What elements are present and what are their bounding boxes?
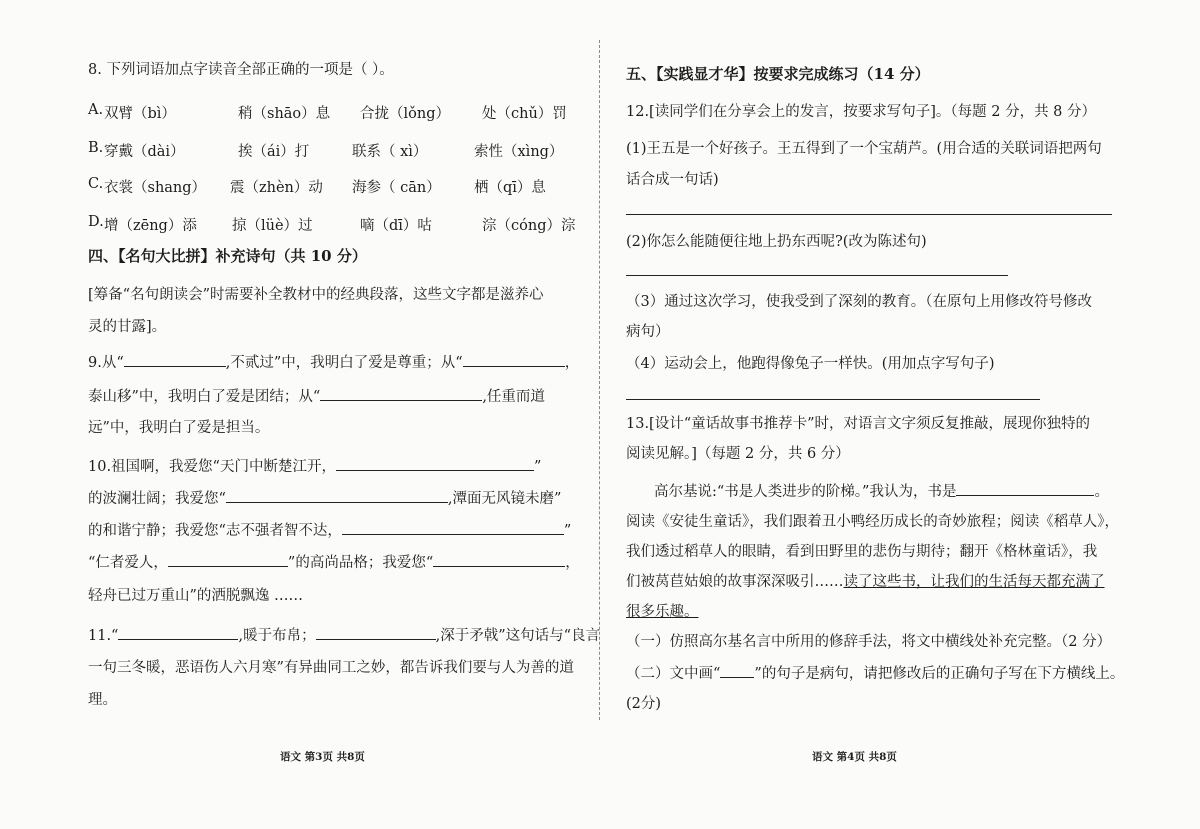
q10-line2 — [88, 488, 561, 509]
q12-part4: （4）运动会上，他跑得像兔子一样快。(用加点字写句子) — [626, 356, 995, 372]
q9-blank-2[interactable] — [463, 352, 565, 367]
q11-text: ,暖于布帛； — [238, 628, 316, 644]
q13-stem-line1: 13.[设计“童话故事书推荐卡”时，对语言文字须反复推敲，展现你独特的 — [626, 416, 1091, 432]
q10-blank-3[interactable] — [342, 520, 564, 535]
q11-blank-1[interactable] — [118, 625, 238, 640]
q9-blank-1[interactable] — [124, 352, 226, 367]
q9-text: ,不贰过”中，我明白了爱是尊重；从“ — [225, 355, 463, 371]
q11-text: 11.“ — [88, 628, 119, 644]
q13-sub2-text: ”的句子是病句，请把修改后的正确句子写在下方横线上。 — [754, 666, 1125, 682]
q13-sub2-score: (2分) — [626, 696, 662, 712]
q13-sub2-text: （二）文中画“ — [626, 666, 721, 682]
q12-part1-line2: 话合成一句话) — [626, 172, 719, 188]
card-line3: 我们透过稻草人的眼睛，看到田野里的悲伤与期待；翻开《格林童话》，我 — [626, 544, 1098, 560]
q10-text: ， — [565, 555, 580, 571]
card-text: 。 — [1094, 484, 1109, 500]
option-word: 合拢（lǒng） — [360, 106, 450, 122]
option-word: 衣裳（shang） — [104, 180, 207, 196]
underline-sample — [720, 663, 754, 678]
q9-text: 9.从“ — [88, 355, 124, 371]
option-label: B. — [88, 140, 104, 156]
q9-text: ,任重而道 — [482, 389, 545, 405]
q10-blank-1[interactable] — [336, 456, 534, 471]
option-word: 掠（lüè）过 — [232, 218, 313, 234]
option-word: 栖（qī）息 — [474, 180, 546, 196]
option-word: 联系（ xì） — [352, 144, 428, 160]
card-text: 们被莴苣姑娘的故事深深吸引…… — [626, 574, 844, 590]
section-5-title: 五、【实践显才华】按要求完成练习（14 分） — [626, 65, 930, 83]
option-word: 嘀（dī）咕 — [360, 218, 432, 234]
q10-blank-4[interactable] — [168, 552, 288, 567]
q11-line3: 理。 — [88, 692, 117, 708]
page-footer: 语文 第3页 共8页 — [280, 751, 365, 763]
q10-text: 的和谐宁静；我爱您“志不强者智不达， — [88, 523, 342, 539]
q9-line1 — [88, 352, 579, 373]
option-word: 震（zhèn）动 — [230, 180, 323, 196]
option-word: 增（zēng）添 — [104, 218, 197, 234]
card-line4 — [626, 572, 1105, 592]
q9-line2 — [88, 386, 545, 407]
q10-blank-5[interactable] — [433, 552, 565, 567]
card-text: 高尔基说:“书是人类进步的阶梯。”我认为，书是 — [654, 484, 957, 500]
q12-answer-line-4[interactable] — [626, 399, 1040, 400]
option-label: A. — [88, 102, 104, 118]
option-word: 海参（ cān） — [352, 180, 441, 196]
q10-text: 10.祖国啊，我爱您“天门中断楚江开， — [88, 459, 336, 475]
option-word: 处（chǔ）罚 — [482, 106, 567, 122]
q11-line2: 一句三冬暖，恶语伤人六月寒”有异曲同工之妙，都告诉我们要与人为善的道 — [88, 660, 574, 676]
q10-text: ,潭面无风镜未磨” — [447, 491, 562, 507]
card-blank[interactable] — [956, 481, 1094, 496]
q11-text: ,深于矛戟”这句话与“良言 — [435, 628, 601, 644]
q9-blank-3[interactable] — [320, 386, 482, 401]
q12-answer-line-1[interactable] — [626, 214, 1112, 215]
q10-line3 — [88, 520, 571, 541]
q8-stem: 8. 下列词语加点字读音全部正确的一项是（ ）。 — [88, 62, 394, 78]
q9-text: ， — [564, 355, 580, 371]
q11-line1 — [88, 625, 600, 646]
q12-part3-line1: （3）通过这次学习，使我受到了深刻的教育。（在原句上用修改符号修改 — [626, 294, 1092, 310]
q12-answer-line-2[interactable] — [626, 275, 1008, 276]
option-word: 挨（ái）打 — [238, 144, 310, 160]
q9-text: 泰山移”中，我明白了爱是团结；从“ — [88, 389, 321, 405]
q12-part1-line1: (1)王五是一个好孩子。王五得到了一个宝葫芦。(用合适的关联词语把两句 — [626, 141, 1102, 157]
option-label: D. — [88, 214, 104, 230]
q13-sub2 — [626, 663, 1124, 684]
q12-part2: (2)你怎么能随便往地上扔东西呢?(改为陈述句) — [626, 234, 927, 250]
q11-blank-2[interactable] — [316, 625, 436, 640]
option-word: 穿戴（dài） — [104, 144, 185, 160]
q13-sub1: （一）仿照高尔基名言中所用的修辞手法，将文中横线处补充完整。（2 分） — [626, 634, 1112, 650]
q10-blank-2[interactable] — [226, 488, 448, 503]
underlined-sentence: 读了这些书，让我们的生活每天都充满了 — [843, 574, 1105, 590]
q10-line5: 轻舟已过万重山”的洒脱飘逸 …… — [88, 588, 304, 604]
card-line5-underlined: 很多乐趣。 — [626, 604, 699, 620]
section-4-title: 四、【名句大比拼】补充诗句（共 10 分） — [88, 247, 367, 265]
section-4-intro-line2: 灵的甘露]。 — [88, 319, 167, 335]
option-word: 双臂（bì） — [104, 106, 176, 122]
section-4-intro-line1: [筹备“名句朗读会”时需要补全教材中的经典段落，这些文字都是滋养心 — [88, 287, 544, 303]
q10-text: ” — [563, 523, 572, 539]
page-footer: 语文 第4页 共8页 — [812, 751, 897, 763]
q10-line1 — [88, 456, 541, 477]
q12-part3-line2: 病句） — [626, 324, 670, 340]
q10-text: 的波澜壮阔；我爱您“ — [88, 491, 226, 507]
q10-text: ”的高尚品格；我爱您“ — [287, 555, 434, 571]
card-line2: 阅读《安徒生童话》，我们跟着丑小鸭经历成长的奇妙旅程；阅读《稻草人》， — [626, 514, 1119, 530]
option-label: C. — [88, 176, 104, 192]
q9-line3: 远”中，我明白了爱是担当。 — [88, 420, 270, 436]
q10-line4 — [88, 552, 580, 573]
card-line1 — [654, 481, 1109, 502]
option-word: 索性（xìng） — [474, 144, 564, 160]
option-word: 稍（shāo）息 — [238, 106, 331, 122]
q12-stem: 12.[读同学们在分享会上的发言，按要求写句子]。（每题 2 分，共 8 分） — [626, 104, 1097, 120]
q10-text: “仁者爱人， — [88, 555, 168, 571]
page-4 — [600, 0, 1200, 829]
q10-text: ” — [533, 459, 542, 475]
q13-stem-line2: 阅读见解。]（每题 2 分，共 6 分） — [626, 446, 850, 462]
option-word: 淙（cóng）淙 — [482, 218, 576, 234]
